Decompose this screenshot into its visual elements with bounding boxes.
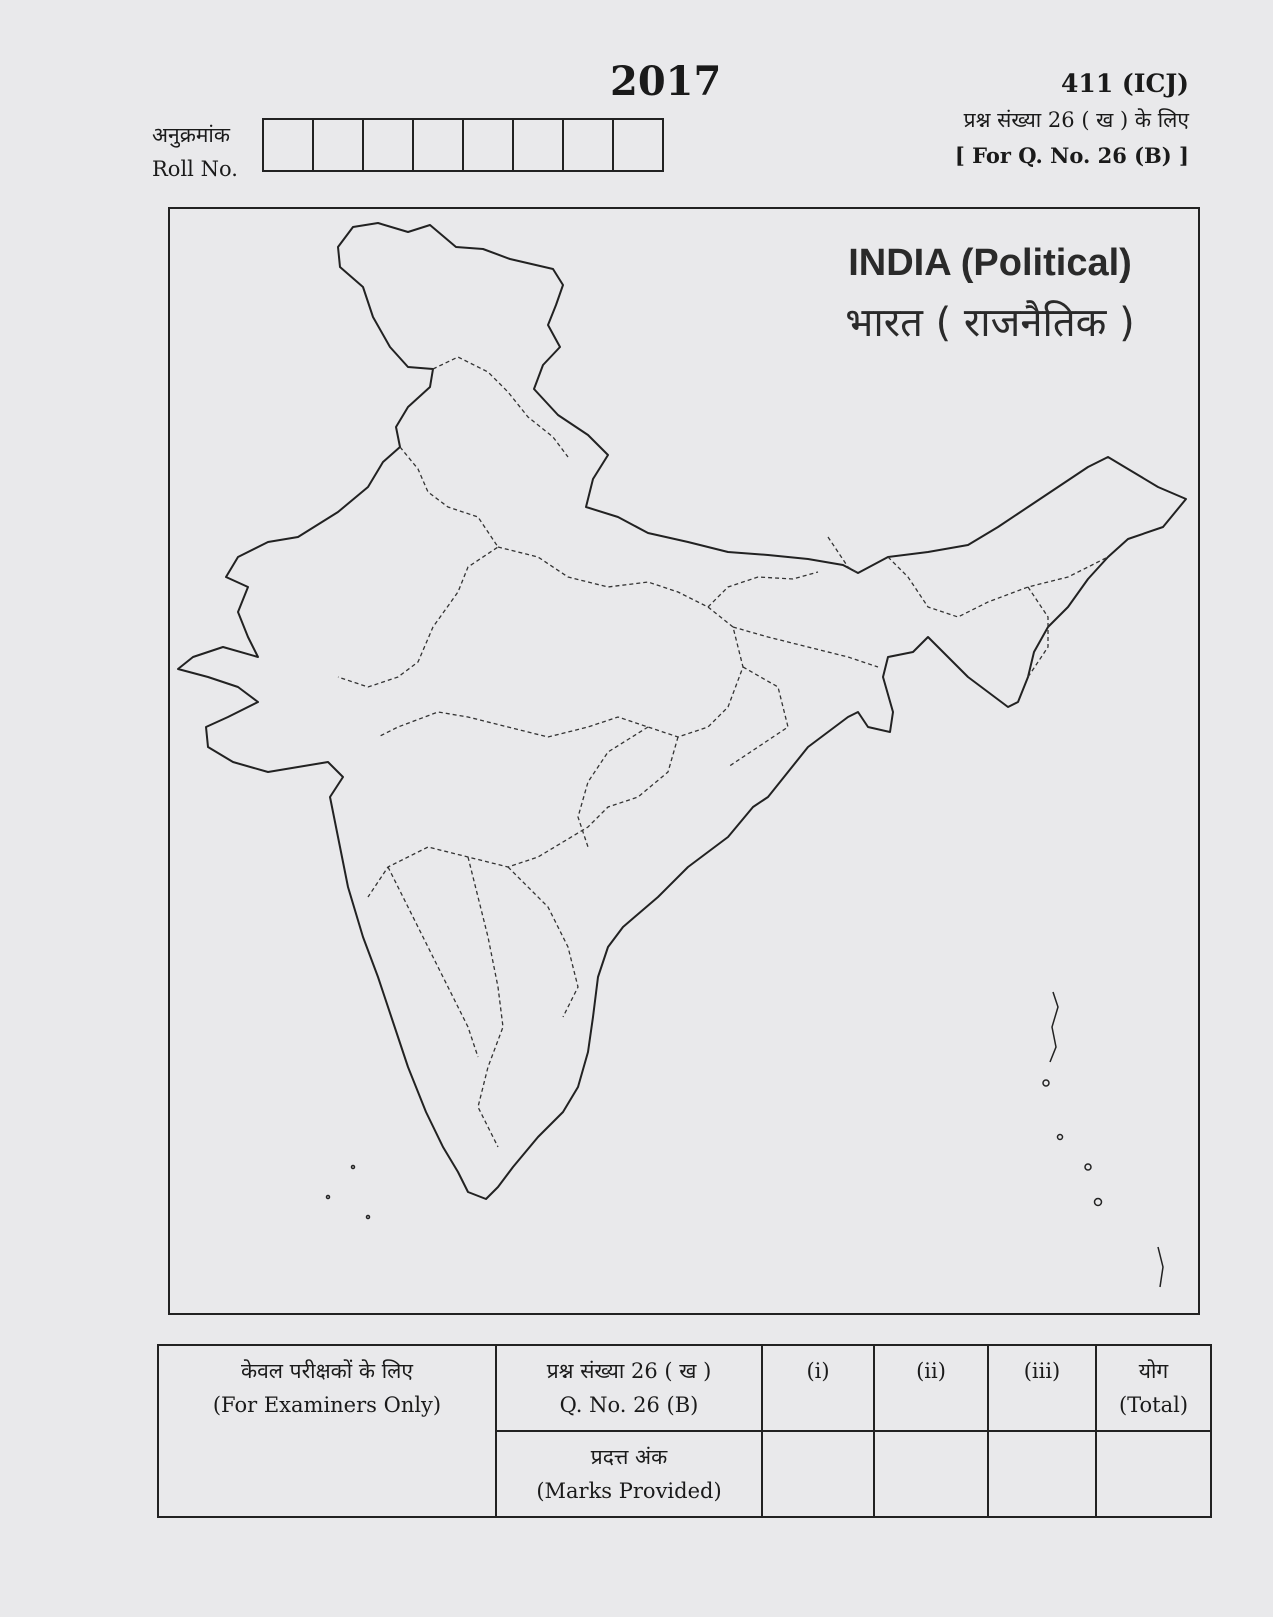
question-number-hi: प्रश्न संख्या 26 ( ख ) के लिए bbox=[963, 108, 1189, 132]
india-outline-map bbox=[168, 207, 1200, 1315]
roll-label bbox=[152, 118, 238, 186]
col-iii-header: (iii) bbox=[988, 1345, 1096, 1431]
examiners-label-en: (For Examiners Only) bbox=[212, 1393, 442, 1417]
exam-year: 2017 bbox=[610, 58, 722, 105]
col-ii-header: (ii) bbox=[874, 1345, 988, 1431]
marks-label-en: (Marks Provided) bbox=[536, 1479, 722, 1503]
lakshadweep-dot bbox=[352, 1166, 355, 1169]
examiner-marks-table bbox=[157, 1344, 1212, 1518]
question-cell bbox=[496, 1345, 762, 1431]
map-title-hi: भारत ( राजनैतिक ) bbox=[845, 300, 1135, 346]
question-label-hi: प्रश्न संख्या 26 ( ख ) bbox=[546, 1359, 712, 1383]
state-border bbox=[368, 737, 678, 897]
roll-label-hi: अनुक्रमांक bbox=[152, 123, 230, 147]
marks-label-hi: प्रदत्त अंक bbox=[590, 1445, 668, 1469]
state-border bbox=[468, 857, 503, 1147]
state-border bbox=[433, 357, 568, 457]
nicobar-islands bbox=[1158, 1247, 1163, 1287]
col-i-header: (i) bbox=[762, 1345, 874, 1431]
roll-digit-box[interactable] bbox=[514, 120, 564, 170]
roll-digit-box[interactable] bbox=[614, 120, 662, 170]
state-border bbox=[708, 572, 818, 607]
examiners-label-hi: केवल परीक्षकों के लिए bbox=[240, 1359, 414, 1383]
state-border bbox=[508, 867, 578, 1017]
roll-digit-box[interactable] bbox=[314, 120, 364, 170]
paper-code-block bbox=[955, 66, 1189, 174]
state-border bbox=[338, 447, 498, 687]
examiners-only-cell bbox=[158, 1345, 496, 1517]
roll-digit-box[interactable] bbox=[264, 120, 314, 170]
india-border bbox=[178, 223, 1186, 1199]
map-title bbox=[810, 242, 1170, 348]
total-label-hi: योग bbox=[1138, 1359, 1169, 1383]
roll-digit-box[interactable] bbox=[364, 120, 414, 170]
state-border bbox=[378, 547, 743, 737]
lakshadweep-dot bbox=[367, 1216, 370, 1219]
andaman-islands bbox=[1050, 992, 1058, 1062]
state-border bbox=[888, 557, 1108, 617]
total-header bbox=[1096, 1345, 1211, 1431]
map-title-en: INDIA (Political) bbox=[848, 242, 1132, 284]
roll-digit-box[interactable] bbox=[564, 120, 614, 170]
lakshadweep-dot bbox=[327, 1196, 330, 1199]
state-border bbox=[388, 867, 478, 1057]
question-label-en: Q. No. 26 (B) bbox=[559, 1393, 699, 1417]
island-dot bbox=[1085, 1164, 1091, 1170]
state-border bbox=[578, 727, 648, 847]
marks-i-cell[interactable] bbox=[762, 1431, 874, 1517]
state-border bbox=[728, 667, 788, 767]
roll-label-en: Roll No. bbox=[152, 157, 238, 181]
marks-ii-cell[interactable] bbox=[874, 1431, 988, 1517]
marks-total-cell[interactable] bbox=[1096, 1431, 1211, 1517]
marks-provided-cell bbox=[496, 1431, 762, 1517]
state-border bbox=[733, 627, 878, 667]
paper-code: 411 (ICJ) bbox=[1061, 69, 1189, 98]
island-dot bbox=[1058, 1135, 1063, 1140]
roll-digit-box[interactable] bbox=[414, 120, 464, 170]
total-label-en: (Total) bbox=[1118, 1393, 1189, 1417]
marks-iii-cell[interactable] bbox=[988, 1431, 1096, 1517]
state-border bbox=[828, 537, 858, 573]
island-dot bbox=[1043, 1080, 1049, 1086]
island-dot bbox=[1095, 1199, 1102, 1206]
question-number-en: [ For Q. No. 26 (B) ] bbox=[954, 143, 1189, 168]
roll-digit-box[interactable] bbox=[464, 120, 514, 170]
roll-number-boxes[interactable] bbox=[262, 118, 664, 172]
